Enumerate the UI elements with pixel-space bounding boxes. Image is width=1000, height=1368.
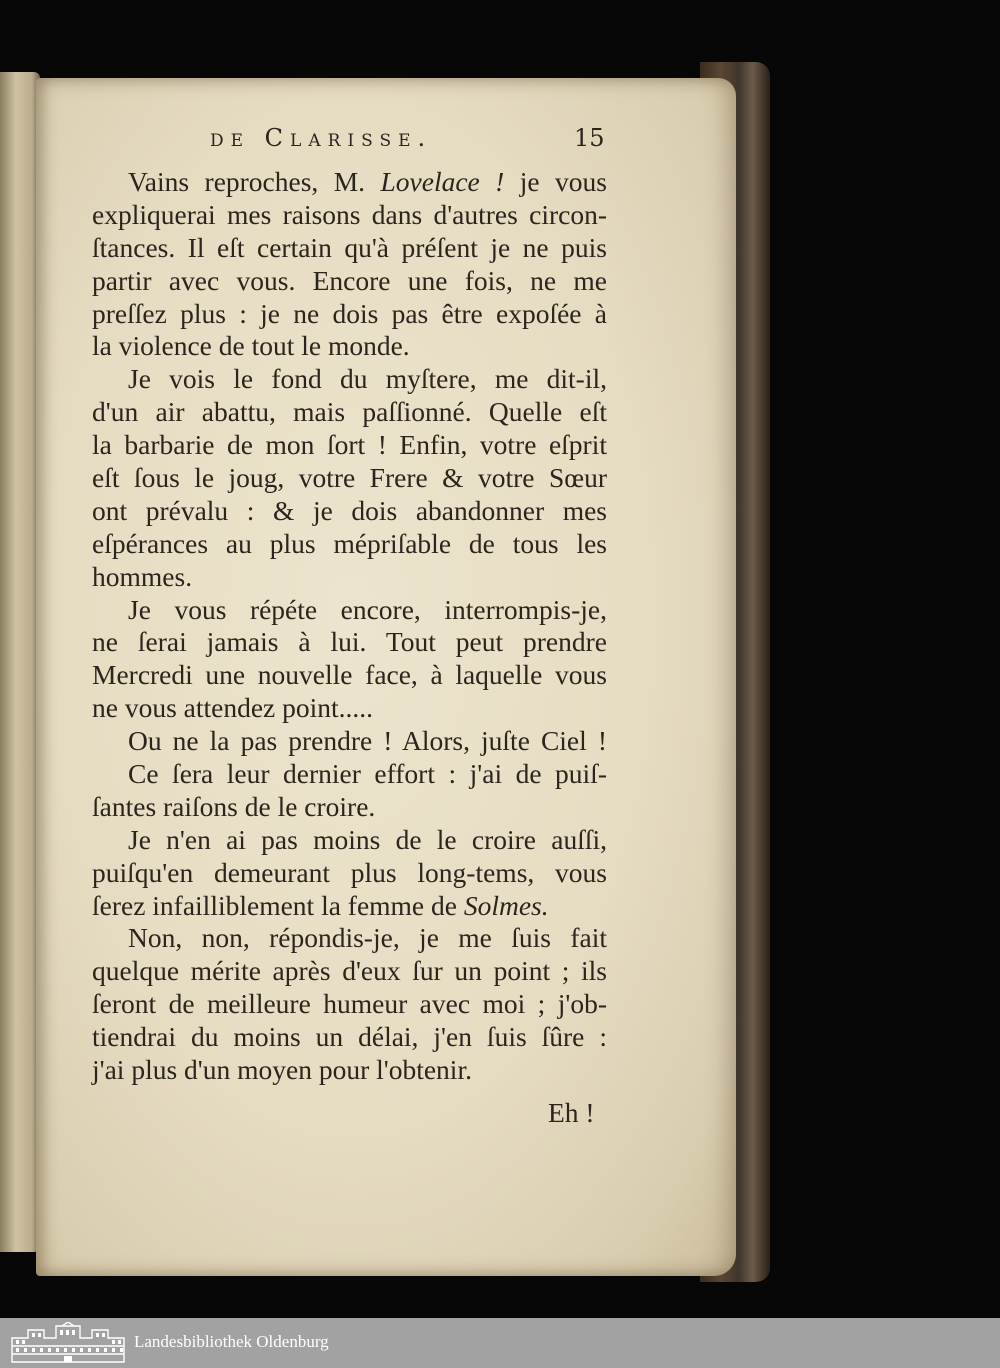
text-line (92, 692, 607, 725)
text-line-main: expliquerai mes raisons dans d'autres circon- (92, 198, 607, 230)
footer-bar (0, 1318, 1000, 1368)
text-line-main: tiendrai du moins un délai, j'en ſuis ſûre : (92, 1021, 607, 1053)
text-line-main: hommes. (92, 560, 193, 592)
text-line (92, 166, 607, 199)
text-line-main: ſeront de meilleure humeur avec moi ; j'ob- (92, 988, 607, 1020)
text-line (92, 199, 607, 232)
text-line (92, 988, 607, 1021)
text-line (92, 462, 607, 495)
text-line-main: d'un air abattu, mais paſſionné. Quelle eſt (92, 396, 607, 428)
text-line (92, 791, 607, 824)
text-line (92, 857, 607, 890)
body-text (92, 166, 607, 1087)
text-line (92, 955, 607, 988)
text-line (92, 396, 607, 429)
page-header (210, 122, 610, 162)
text-line (92, 363, 607, 396)
text-line-main: ne ſerai jamais à lui. Tout peut prendre (92, 626, 607, 658)
text-line-main: preſſez plus : je ne dois pas être expoſée à (92, 297, 607, 329)
text-line-main: Je vois le fond du myſtere, me dit-il, (128, 363, 607, 395)
text-line-main: j'ai plus d'un moyen pour l'obtenir. (92, 1054, 472, 1086)
text-line-main: Mercredi une nouvelle face, à laquelle vous (92, 659, 607, 691)
text-line-main: ne vous attendez point..... (92, 692, 374, 724)
text-line-main: Vains reproches, M. (128, 166, 381, 197)
text-line-main: Ou ne la pas prendre ! Alors, juſte Ciel ! (128, 725, 607, 757)
text-line-main: la barbarie de mon ſort ! Enfin, votre eſprit (92, 429, 607, 461)
library-building-icon (10, 1322, 126, 1364)
text-line (92, 626, 607, 659)
text-line (92, 232, 607, 265)
text-line (92, 594, 607, 627)
text-line (92, 1054, 607, 1087)
text-line (92, 265, 607, 298)
text-line (92, 922, 607, 955)
text-line (92, 824, 607, 857)
text-line (92, 528, 607, 561)
library-name: Landesbibliothek Oldenburg (134, 1332, 329, 1351)
text-line-main: ſtances. Il eſt certain qu'à préſent je ne puis (92, 231, 607, 263)
catchword: Eh ! (548, 1097, 595, 1128)
text-line (92, 495, 607, 528)
text-line-main: quelque mérite après d'eux ſur un point ; ils (92, 955, 607, 987)
text-line (92, 330, 607, 363)
text-line-main: Je vous répéte encore, interrompis-je, (128, 593, 607, 625)
text-line-main: partir avec vous. Encore une fois, ne me (92, 264, 607, 296)
italic-name: Solmes. (463, 889, 549, 921)
italic-name: Lovelace ! (380, 166, 505, 197)
text-line-main: Ce ſera leur dernier effort : j'ai de puiſ- (128, 758, 607, 790)
text-line (92, 561, 607, 594)
text-line (92, 890, 607, 923)
text-line-tail: je vous (504, 166, 607, 197)
text-line-main: ont prévalu : & je dois abandonner mes (92, 494, 607, 526)
text-line-main: eſpérances au plus mépriſable de tous les (92, 527, 607, 559)
text-line-main: Je n'en ai pas moins de le croire auſſi, (128, 823, 607, 855)
left-page-edge (0, 72, 40, 1252)
text-line-main: la violence de tout le monde. (92, 330, 410, 362)
text-line (92, 298, 607, 331)
text-line-main: puiſqu'en demeurant plus long-tems, vous (92, 856, 607, 888)
text-line-main: ſerez infailliblement la femme de (92, 889, 464, 921)
text-line-main: eſt ſous le joug, votre Frere & votre Sœur (92, 462, 607, 494)
text-line (92, 1021, 607, 1054)
text-line (92, 725, 607, 758)
text-line (92, 758, 607, 791)
text-line-main: Non, non, répondis-je, je me ſuis fait (128, 922, 607, 954)
text-line (92, 429, 607, 462)
page-number: 15 (574, 124, 605, 152)
text-line-main: ſantes raiſons de le croire. (92, 790, 376, 822)
text-line (92, 659, 607, 692)
running-head: de Clarisse. (210, 124, 433, 152)
